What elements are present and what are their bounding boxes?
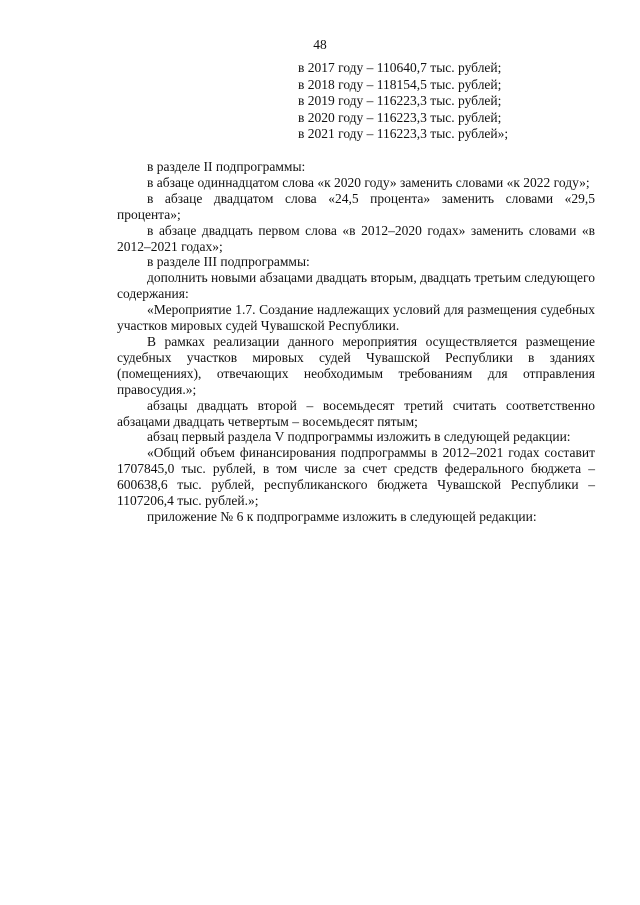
funding-year-2018: в 2018 году – 118154,5 тыс. рублей; bbox=[298, 76, 502, 92]
page-number: 48 bbox=[313, 37, 327, 52]
funding-year-2017: в 2017 году – 110640,7 тыс. рублей; bbox=[298, 60, 502, 75]
paragraph-appendix-6: приложение № 6 к подпрограмме изложить в следующей редакции: bbox=[147, 508, 537, 524]
amendment-text bbox=[117, 159, 595, 525]
funding-year-2019: в 2019 году – 116223,3 тыс. рублей; bbox=[298, 93, 502, 108]
funding-year-2020: в 2020 году – 116223,3 тыс. рублей; bbox=[298, 109, 502, 125]
paragraph-measure-description: В рамках реализации данного мероприятия осуществляется размещение судебных участков мировых судей Чувашской Республики в зданиях (помещениях), отвечающих необходимым требованиям для отправления правосудия.»; bbox=[117, 333, 595, 397]
funding-by-year-list bbox=[298, 60, 508, 143]
paragraph-total-financing: «Общий объем финансирования подпрограммы в 2012–2021 годах составит 1707845,0 тыс. рублей, в том числе за счет средств федерального бюджета – 600638,6 тыс. рублей, республиканского бюджета Чувашской Республики – 1107206,4 тыс. рублей.»; bbox=[117, 445, 595, 509]
paragraph-section-iii-heading: в разделе III подпрограммы: bbox=[147, 254, 310, 270]
paragraph-measure-1-7: «Мероприятие 1.7. Создание надлежащих условий для размещения судебных участков мировых судей Чувашской Республики. bbox=[117, 302, 595, 334]
paragraph-renumbering: абзацы двадцать второй – восемьдесят третий считать соответственно абзацами двадцать четвертым – восемьдесят пятым; bbox=[117, 397, 595, 429]
paragraph-add-new-abzacs: дополнить новыми абзацами двадцать вторым, двадцать третьим следующего содержания: bbox=[117, 270, 595, 302]
funding-year-2021: в 2021 году – 116223,3 тыс. рублей»; bbox=[298, 126, 509, 141]
paragraph-section-ii-heading: в разделе II подпрограммы: bbox=[147, 159, 306, 174]
paragraph-twentieth-abzac: в абзаце двадцатом слова «24,5 процента» заменить словами «29,5 процента»; bbox=[117, 190, 595, 222]
paragraph-twenty-first-abzac: в абзаце двадцать первом слова «в 2012–2020 годах» заменить словами «в 2012–2021 годах»; bbox=[117, 222, 595, 254]
paragraph-eleventh-abzac: в абзаце одиннадцатом слова «к 2020 году» заменить словами «к 2022 году»; bbox=[147, 174, 590, 190]
paragraph-section-v-heading: абзац первый раздела V подпрограммы изложить в следующей редакции: bbox=[147, 429, 571, 445]
